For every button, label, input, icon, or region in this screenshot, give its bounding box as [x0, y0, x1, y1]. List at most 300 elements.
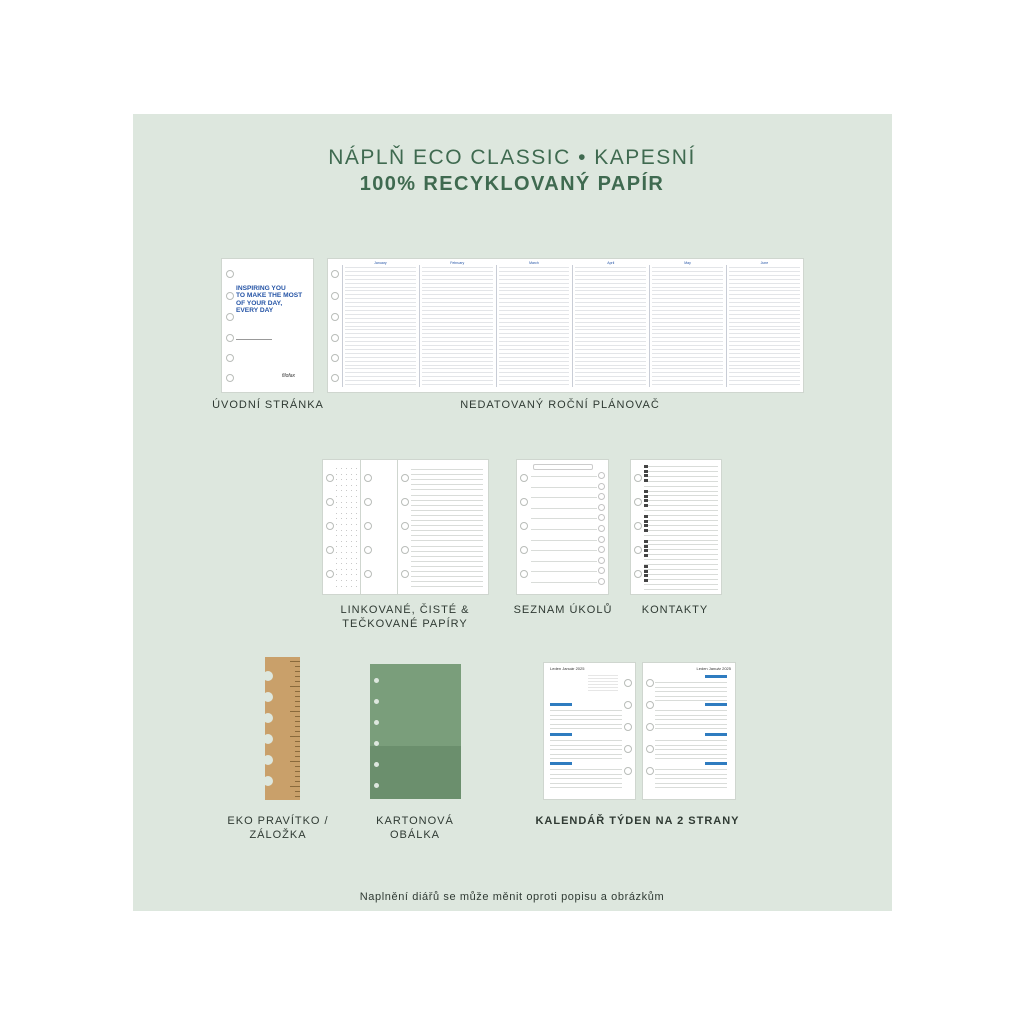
day-line — [655, 740, 727, 741]
day-line — [550, 719, 622, 720]
grid-dot — [356, 474, 357, 475]
day-line — [550, 769, 622, 770]
grid-dot — [341, 530, 342, 531]
planner-row-line — [345, 353, 416, 354]
planner-row-line — [422, 345, 493, 346]
column-divider — [572, 265, 573, 387]
punch-hole — [326, 474, 334, 482]
planner-row-line — [499, 306, 570, 307]
planner-row-line — [345, 271, 416, 272]
contact-line — [644, 466, 718, 467]
punch-hole — [520, 570, 528, 578]
ruler-notch — [263, 734, 273, 744]
ruler-notch — [263, 776, 273, 786]
planner-row-line — [652, 283, 723, 284]
planner-row-line — [729, 314, 800, 315]
day-line — [550, 754, 622, 755]
planner-row-line — [652, 337, 723, 338]
punch-hole — [374, 762, 379, 767]
planner-row-line — [499, 298, 570, 299]
planner-row-line — [345, 290, 416, 291]
planner-row-line — [575, 322, 646, 323]
month-header: June — [760, 261, 769, 265]
todo-line — [531, 497, 597, 498]
ruler-tick — [295, 691, 300, 692]
planner-row-line — [422, 283, 493, 284]
grid-dot — [336, 580, 337, 581]
day-line — [550, 749, 622, 750]
column-divider — [419, 265, 420, 387]
ruler-tick — [295, 701, 300, 702]
planner-row-line — [499, 361, 570, 362]
month-header: January — [374, 261, 387, 265]
grid-dot — [356, 569, 357, 570]
grid-dot — [341, 490, 342, 491]
planner-row-line — [345, 267, 416, 268]
ruled-line — [411, 489, 483, 490]
yearly-planner-image — [328, 259, 803, 392]
contact-line — [644, 584, 718, 585]
planner-row-line — [499, 349, 570, 350]
day-line — [655, 691, 727, 692]
contact-field-icon — [644, 574, 648, 577]
todo-checkbox — [598, 493, 605, 500]
day-line — [550, 778, 622, 779]
grid-dot — [346, 518, 347, 519]
planner-row-line — [422, 290, 493, 291]
punch-hole — [374, 678, 379, 683]
planner-row-line — [499, 318, 570, 319]
day-line — [655, 715, 727, 716]
grid-dot — [341, 563, 342, 564]
planner-row-line — [729, 298, 800, 299]
punch-hole — [226, 354, 234, 362]
planner-row-line — [575, 279, 646, 280]
grid-dot — [346, 535, 347, 536]
todo-checkbox — [598, 504, 605, 511]
grid-dot — [341, 474, 342, 475]
todo-line — [531, 561, 597, 562]
punch-hole — [374, 741, 379, 746]
punch-hole — [364, 474, 372, 482]
planner-row-line — [575, 345, 646, 346]
planner-row-line — [652, 287, 723, 288]
ruled-line — [411, 576, 483, 577]
punch-hole — [624, 701, 632, 709]
punch-hole — [326, 498, 334, 506]
ruler-tick — [295, 796, 300, 797]
planner-row-line — [652, 279, 723, 280]
punch-hole — [634, 522, 642, 530]
todo-line — [531, 508, 597, 509]
grid-dot — [336, 496, 337, 497]
grid-dot — [336, 546, 337, 547]
grid-dot — [356, 485, 357, 486]
ruled-line — [411, 500, 483, 501]
grid-dot — [351, 502, 352, 503]
grid-dot — [351, 530, 352, 531]
column-divider — [496, 265, 497, 387]
planner-row-line — [422, 365, 493, 366]
planner-row-line — [499, 345, 570, 346]
day-heading — [705, 675, 727, 678]
planner-row-line — [422, 271, 493, 272]
grid-dot — [351, 507, 352, 508]
grid-dot — [336, 518, 337, 519]
grid-dot — [346, 507, 347, 508]
punch-hole — [331, 374, 339, 382]
grid-dot — [356, 530, 357, 531]
planner-row-line — [499, 279, 570, 280]
ruled-line — [411, 474, 483, 475]
planner-row-line — [345, 384, 416, 385]
contact-field-icon — [644, 465, 648, 468]
contact-field-icon — [644, 570, 648, 573]
planner-row-line — [345, 361, 416, 362]
planner-row-line — [575, 372, 646, 373]
planner-row-line — [575, 294, 646, 295]
planner-row-line — [652, 349, 723, 350]
ruler-tick — [295, 721, 300, 722]
day-line — [655, 749, 727, 750]
contact-line — [644, 520, 718, 521]
ruler-tick — [295, 681, 300, 682]
planner-row-line — [422, 384, 493, 385]
ruler-tick — [290, 711, 300, 712]
grid-dot — [341, 586, 342, 587]
todo-checkbox — [598, 525, 605, 532]
grid-dot — [336, 468, 337, 469]
ruled-line — [411, 561, 483, 562]
ruled-line — [411, 535, 483, 536]
planner-row-line — [652, 333, 723, 334]
contact-line — [644, 544, 718, 545]
planner-row-line — [575, 329, 646, 330]
planner-row-line — [652, 357, 723, 358]
contact-field-icon — [644, 490, 648, 493]
grid-dot — [341, 507, 342, 508]
planner-row-line — [422, 302, 493, 303]
grid-dot — [336, 474, 337, 475]
planner-row-line — [499, 384, 570, 385]
month-header: May — [684, 261, 691, 265]
planner-row-line — [345, 294, 416, 295]
day-heading — [550, 733, 572, 736]
month-header: February — [450, 261, 465, 265]
grid-dot — [356, 558, 357, 559]
contact-field-icon — [644, 479, 648, 482]
ruler-tick — [295, 671, 300, 672]
ruler-tick — [295, 676, 300, 677]
planner-row-line — [499, 271, 570, 272]
week-calendar-left-page — [544, 663, 635, 799]
planner-row-line — [575, 310, 646, 311]
planner-row-line — [652, 294, 723, 295]
day-line — [550, 710, 622, 711]
todo-title-box — [533, 464, 593, 470]
planner-row-line — [575, 290, 646, 291]
grid-dot — [351, 513, 352, 514]
planner-row-line — [422, 298, 493, 299]
grid-dot — [351, 468, 352, 469]
grid-dot — [341, 558, 342, 559]
punch-hole — [634, 546, 642, 554]
planner-row-line — [575, 267, 646, 268]
punch-hole — [364, 570, 372, 578]
ruler-tick — [290, 686, 300, 687]
grid-dot — [351, 496, 352, 497]
planner-row-line — [729, 349, 800, 350]
planner-row-line — [499, 275, 570, 276]
ruler-tick — [295, 741, 300, 742]
grid-dot — [336, 507, 337, 508]
day-line — [550, 758, 622, 759]
envelope-label: KARTONOVÁ OBÁLKA — [376, 815, 454, 841]
grid-dot — [346, 546, 347, 547]
footer-note: Naplnění diářů se může měnit oproti popisu a obrázkům — [359, 891, 665, 903]
punch-hole — [226, 270, 234, 278]
grid-dot — [346, 574, 347, 575]
planner-row-line — [499, 365, 570, 366]
signature-line — [236, 339, 272, 340]
cover-page-image — [222, 259, 313, 392]
planner-row-line — [499, 294, 570, 295]
planner-row-line — [575, 384, 646, 385]
mini-month-calendar — [588, 673, 618, 691]
todo-line — [531, 571, 597, 572]
planner-row-line — [422, 372, 493, 373]
planner-row-line — [652, 372, 723, 373]
punch-hole — [646, 767, 654, 775]
planner-row-line — [575, 318, 646, 319]
planner-row-line — [499, 310, 570, 311]
planner-row-line — [575, 341, 646, 342]
planner-row-line — [499, 290, 570, 291]
day-line — [655, 724, 727, 725]
contact-line — [644, 540, 718, 541]
grid-dot — [346, 524, 347, 525]
contact-line — [644, 510, 718, 511]
contact-line — [644, 471, 718, 472]
ruler-tick — [295, 716, 300, 717]
grid-dot — [351, 524, 352, 525]
punch-hole — [624, 723, 632, 731]
grid-dot — [341, 479, 342, 480]
page-title: NÁPLŇ ECO CLASSIC • KAPESNÍ — [328, 146, 696, 169]
planner-row-line — [422, 318, 493, 319]
punch-hole — [401, 522, 409, 530]
grid-dot — [356, 507, 357, 508]
grid-dot — [336, 569, 337, 570]
planner-row-line — [422, 368, 493, 369]
punch-hole — [331, 334, 339, 342]
contact-field-icon — [644, 554, 648, 557]
planner-row-line — [729, 353, 800, 354]
planner-row-line — [422, 337, 493, 338]
punch-hole — [624, 745, 632, 753]
grid-dot — [351, 479, 352, 480]
planner-row-line — [345, 333, 416, 334]
contact-field-icon — [644, 474, 648, 477]
planner-row-line — [345, 298, 416, 299]
column-divider — [649, 265, 650, 387]
planner-row-line — [652, 314, 723, 315]
grid-dot — [336, 502, 337, 503]
planner-row-line — [729, 322, 800, 323]
planner-row-line — [575, 380, 646, 381]
contact-field-icon — [644, 520, 648, 523]
grid-dot — [351, 558, 352, 559]
grid-dot — [341, 513, 342, 514]
ruler-tick — [295, 781, 300, 782]
grid-dot — [351, 574, 352, 575]
punch-hole — [401, 546, 409, 554]
planner-row-line — [729, 279, 800, 280]
contact-line — [644, 525, 718, 526]
ruled-line — [411, 530, 483, 531]
punch-hole — [364, 498, 372, 506]
planner-row-line — [652, 310, 723, 311]
planner-row-line — [422, 294, 493, 295]
punch-hole — [401, 474, 409, 482]
grid-dot — [336, 530, 337, 531]
ruled-line — [411, 515, 483, 516]
day-line — [550, 783, 622, 784]
todo-line — [531, 518, 597, 519]
planner-row-line — [345, 380, 416, 381]
planner-row-line — [575, 337, 646, 338]
grid-dot — [341, 535, 342, 536]
planner-row-line — [652, 271, 723, 272]
grid-dot — [341, 552, 342, 553]
cover-headline: INSPIRING YOU TO MAKE THE MOST OF YOUR DAY, EVERY DAY — [236, 285, 303, 315]
punch-hole — [634, 498, 642, 506]
planner-row-line — [729, 361, 800, 362]
planner-row-line — [499, 267, 570, 268]
punch-hole — [634, 474, 642, 482]
planner-row-line — [729, 329, 800, 330]
day-heading — [705, 703, 727, 706]
planner-row-line — [345, 357, 416, 358]
planner-row-line — [422, 333, 493, 334]
contact-field-icon — [644, 515, 648, 518]
planner-row-line — [499, 302, 570, 303]
planner-row-line — [575, 353, 646, 354]
contact-field-icon — [644, 545, 648, 548]
day-line — [550, 715, 622, 716]
todo-line — [531, 529, 597, 530]
punch-hole — [520, 546, 528, 554]
ruled-line — [411, 540, 483, 541]
punch-hole — [226, 292, 234, 300]
contact-line — [644, 530, 718, 531]
planner-row-line — [575, 314, 646, 315]
punch-hole — [374, 720, 379, 725]
ruled-line — [411, 479, 483, 480]
planner-row-line — [345, 337, 416, 338]
grid-dot — [351, 518, 352, 519]
grid-dot — [356, 524, 357, 525]
planner-row-line — [575, 287, 646, 288]
day-line — [655, 769, 727, 770]
punch-hole — [634, 570, 642, 578]
punch-hole — [646, 723, 654, 731]
contact-field-icon — [644, 540, 648, 543]
grid-dot — [346, 479, 347, 480]
day-heading — [550, 762, 572, 765]
grid-dot — [341, 502, 342, 503]
ruled-line — [411, 546, 483, 547]
planner-row-line — [729, 365, 800, 366]
todo-checkbox — [598, 472, 605, 479]
planner-row-line — [422, 329, 493, 330]
planner-row-line — [729, 337, 800, 338]
planner-row-line — [422, 357, 493, 358]
planner-row-line — [652, 353, 723, 354]
planner-row-line — [345, 365, 416, 366]
grid-dot — [351, 586, 352, 587]
grid-dot — [336, 479, 337, 480]
planner-row-line — [652, 267, 723, 268]
planner-row-line — [345, 275, 416, 276]
planner-row-line — [422, 349, 493, 350]
planner-row-line — [345, 302, 416, 303]
grid-dot — [341, 468, 342, 469]
todo-line — [531, 540, 597, 541]
planner-row-line — [729, 302, 800, 303]
punch-hole — [624, 679, 632, 687]
grid-dot — [341, 569, 342, 570]
day-line — [655, 787, 727, 788]
grid-dot — [356, 586, 357, 587]
day-line — [655, 719, 727, 720]
week-calendar-label: KALENDÁŘ TÝDEN NA 2 STRANY — [535, 815, 740, 827]
grid-dot — [356, 580, 357, 581]
planner-row-line — [345, 322, 416, 323]
day-line — [550, 774, 622, 775]
planner-row-line — [345, 306, 416, 307]
grid-dot — [356, 535, 357, 536]
punch-hole — [624, 767, 632, 775]
planner-row-line — [345, 310, 416, 311]
day-line — [550, 787, 622, 788]
grid-dot — [356, 546, 357, 547]
contact-line — [644, 491, 718, 492]
grid-dot — [356, 552, 357, 553]
grid-dot — [351, 552, 352, 553]
grid-dot — [346, 502, 347, 503]
grid-dot — [336, 563, 337, 564]
planner-row-line — [729, 290, 800, 291]
ruler-tick — [290, 786, 300, 787]
planner-row-line — [422, 314, 493, 315]
grid-dot — [346, 485, 347, 486]
planner-row-line — [652, 302, 723, 303]
planner-row-line — [499, 329, 570, 330]
grid-dot — [351, 546, 352, 547]
day-line — [655, 754, 727, 755]
planner-row-line — [345, 326, 416, 327]
contact-field-icon — [644, 549, 648, 552]
contact-line — [644, 554, 718, 555]
grid-dot — [336, 513, 337, 514]
day-line — [655, 758, 727, 759]
grid-dot — [356, 513, 357, 514]
planner-row-line — [575, 326, 646, 327]
ruled-line — [411, 586, 483, 587]
planner-row-line — [345, 287, 416, 288]
grid-dot — [336, 586, 337, 587]
